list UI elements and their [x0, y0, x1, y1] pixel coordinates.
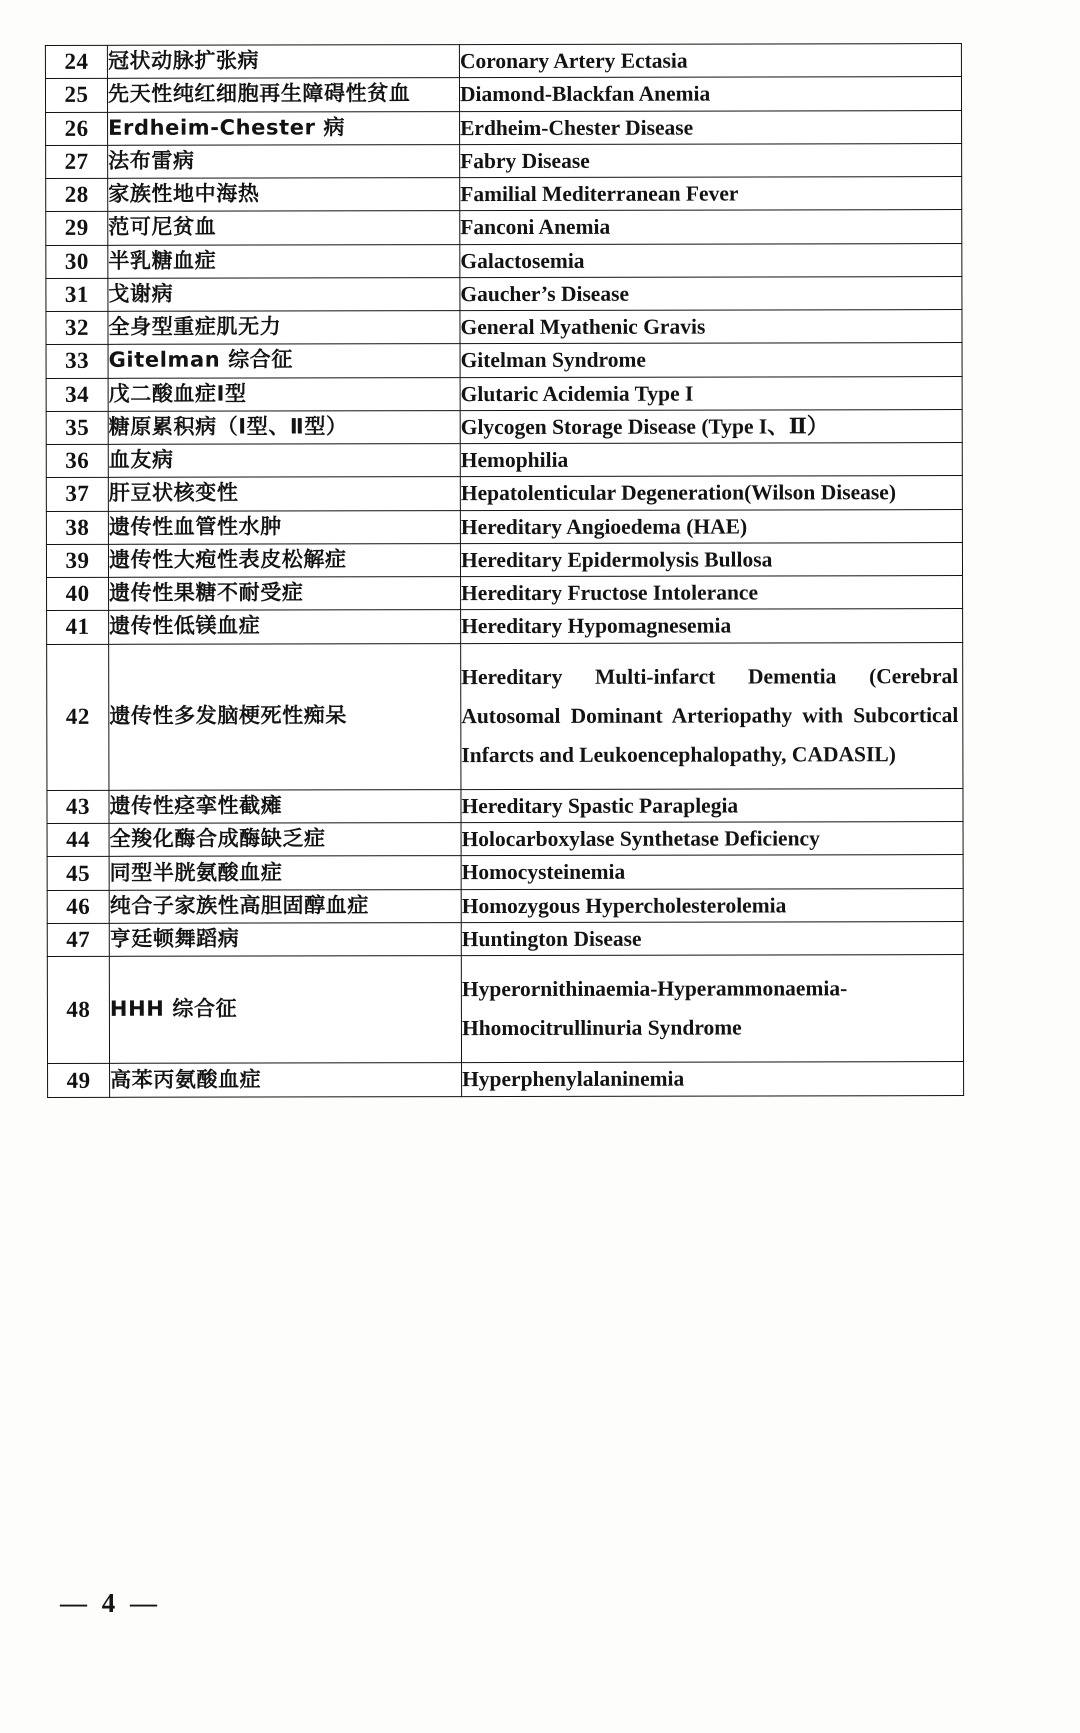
table-row	[48, 1062, 964, 1097]
row-index-cell: 48	[47, 956, 109, 1063]
disease-name-chinese-cell: 遗传性多发脑梗死性痴呆	[109, 643, 461, 790]
row-index-cell: 28	[46, 178, 108, 211]
table-row	[47, 955, 963, 1064]
table-row	[46, 343, 962, 378]
disease-name-english-cell: Erdheim-Chester Disease	[460, 110, 962, 144]
disease-name-english-cell: Hereditary Fructose Intolerance	[461, 576, 963, 610]
table-row	[47, 822, 963, 857]
disease-name-chinese-cell: 冠状动脉扩张病	[107, 45, 459, 79]
disease-name-chinese-cell: 肝豆状核变性	[108, 477, 460, 511]
table-row	[46, 443, 962, 478]
table-row	[46, 509, 962, 544]
disease-name-chinese-cell: 遗传性大疱性表皮松解症	[108, 543, 460, 577]
row-index-cell: 31	[46, 278, 108, 311]
row-index-cell: 37	[46, 478, 108, 511]
table-row	[47, 888, 963, 923]
table-row	[46, 210, 962, 245]
disease-name-chinese-cell: Gitelman 综合征	[108, 344, 460, 378]
row-index-cell: 33	[46, 345, 108, 378]
page-content-area	[46, 44, 962, 1097]
disease-name-english-cell: Hyperphenylalaninemia	[462, 1062, 964, 1096]
table-row	[45, 77, 961, 112]
disease-name-chinese-cell: 先天性纯红细胞再生障碍性贫血	[107, 78, 459, 112]
disease-name-chinese-cell: 遗传性果糖不耐受症	[109, 577, 461, 611]
row-index-cell: 49	[48, 1064, 110, 1097]
disease-name-chinese-cell: 遗传性低镁血症	[109, 610, 461, 644]
disease-name-chinese-cell: 亨廷顿舞蹈病	[109, 922, 461, 956]
disease-name-chinese-cell: 半乳糖血症	[108, 244, 460, 278]
row-index-cell: 45	[47, 857, 109, 890]
row-index-cell: 26	[46, 112, 108, 145]
row-index-cell: 30	[46, 245, 108, 278]
row-index-cell: 47	[47, 923, 109, 956]
table-row	[46, 177, 962, 212]
disease-name-chinese-cell: 同型半胱氨酸血症	[109, 856, 461, 890]
row-index-cell: 32	[46, 311, 108, 344]
row-index-cell: 27	[46, 145, 108, 178]
disease-name-chinese-cell: 遗传性血管性水肿	[108, 510, 460, 544]
disease-name-chinese-cell: 糖原累积病（Ⅰ型、Ⅱ型）	[108, 410, 460, 444]
disease-name-chinese-cell: 戈谢病	[108, 277, 460, 311]
row-index-cell: 46	[47, 890, 109, 923]
table-row	[46, 110, 962, 145]
page-number: — 4 —	[60, 1588, 161, 1618]
disease-name-english-cell: Hyperornithinaemia-Hyperammonaemia-Hhomocitrullinuria Syndrome	[461, 955, 963, 1063]
disease-name-chinese-cell: 血友病	[108, 444, 460, 478]
table-row	[47, 921, 963, 956]
row-index-cell: 42	[47, 644, 109, 791]
table-row	[46, 243, 962, 278]
disease-name-chinese-cell: 遗传性痉挛性截瘫	[109, 789, 461, 823]
disease-name-english-cell: Hereditary Angioedema (HAE)	[460, 509, 962, 543]
row-index-cell: 24	[45, 45, 107, 78]
disease-name-chinese-cell: 全身型重症肌无力	[108, 311, 460, 345]
row-index-cell: 25	[45, 79, 107, 112]
disease-name-chinese-cell: 纯合子家族性高胆固醇血症	[109, 889, 461, 923]
disease-name-english-cell: Hereditary Hypomagnesemia	[461, 609, 963, 643]
row-index-cell: 41	[47, 611, 109, 644]
table-row	[46, 310, 962, 345]
disease-name-english-cell: Hereditary Multi-infarct Dementia (Cerebral Autosomal Dominant Arteriopathy with Subcortical Infarcts and Leukoencephalopathy, CADASIL)	[461, 642, 963, 789]
row-index-cell: 43	[47, 790, 109, 823]
disease-name-chinese-cell: 范可尼贫血	[108, 211, 460, 245]
disease-name-english-cell: Galactosemia	[460, 243, 962, 277]
disease-name-chinese-cell: HHH 综合征	[109, 956, 461, 1064]
table-row	[46, 276, 962, 311]
page-footer	[46, 1588, 962, 1619]
disease-name-english-cell: Holocarboxylase Synthetase Deficiency	[461, 822, 963, 856]
disease-name-english-cell: Fabry Disease	[460, 143, 962, 177]
table-row	[46, 476, 962, 511]
disease-name-chinese-cell: 家族性地中海热	[108, 178, 460, 212]
disease-name-english-cell: Familial Mediterranean Fever	[460, 177, 962, 211]
row-index-cell: 38	[46, 511, 108, 544]
disease-name-english-cell: Fanconi Anemia	[460, 210, 962, 244]
disease-name-english-cell: Diamond-Blackfan Anemia	[459, 77, 961, 111]
row-index-cell: 34	[46, 378, 108, 411]
disease-name-english-cell: Hereditary Epidermolysis Bullosa	[460, 542, 962, 576]
disease-name-english-cell: Homocysteinemia	[461, 855, 963, 889]
disease-name-chinese-cell: Erdheim-Chester 病	[108, 111, 460, 145]
disease-name-english-cell: Glycogen Storage Disease (Type I、Ⅱ）	[460, 409, 962, 443]
table-row	[46, 409, 962, 444]
row-index-cell: 36	[46, 444, 108, 477]
disease-name-english-cell: Hemophilia	[460, 443, 962, 477]
table-row	[47, 642, 963, 790]
disease-name-english-cell: Coronary Artery Ectasia	[459, 44, 961, 78]
disease-name-chinese-cell: 高苯丙氨酸血症	[110, 1063, 462, 1097]
disease-name-chinese-cell: 全羧化酶合成酶缺乏症	[109, 823, 461, 857]
disease-name-english-cell: Gitelman Syndrome	[460, 343, 962, 377]
disease-name-english-cell: Hepatolenticular Degeneration(Wilson Disease)	[460, 476, 962, 510]
table-row	[46, 376, 962, 411]
disease-name-english-cell: Gaucher’s Disease	[460, 276, 962, 310]
table-row	[47, 788, 963, 823]
disease-name-english-cell: Homozygous Hypercholesterolemia	[461, 888, 963, 922]
table-row	[47, 609, 963, 644]
rare-disease-table	[45, 43, 964, 1098]
row-index-cell: 40	[47, 577, 109, 610]
table-row	[47, 855, 963, 890]
disease-name-english-cell: Glutaric Acidemia Type I	[460, 376, 962, 410]
row-index-cell: 44	[47, 823, 109, 856]
disease-name-chinese-cell: 法布雷病	[108, 144, 460, 178]
row-index-cell: 35	[46, 411, 108, 444]
row-index-cell: 29	[46, 212, 108, 245]
table-body	[45, 44, 963, 1098]
table-row	[45, 44, 961, 79]
disease-name-chinese-cell: 戊二酸血症Ⅰ型	[108, 377, 460, 411]
row-index-cell: 39	[46, 544, 108, 577]
disease-name-english-cell: Hereditary Spastic Paraplegia	[461, 788, 963, 822]
table-row	[46, 143, 962, 178]
table-row	[47, 576, 963, 611]
disease-name-english-cell: Huntington Disease	[461, 921, 963, 955]
table-row	[46, 542, 962, 577]
disease-name-english-cell: General Myathenic Gravis	[460, 310, 962, 344]
